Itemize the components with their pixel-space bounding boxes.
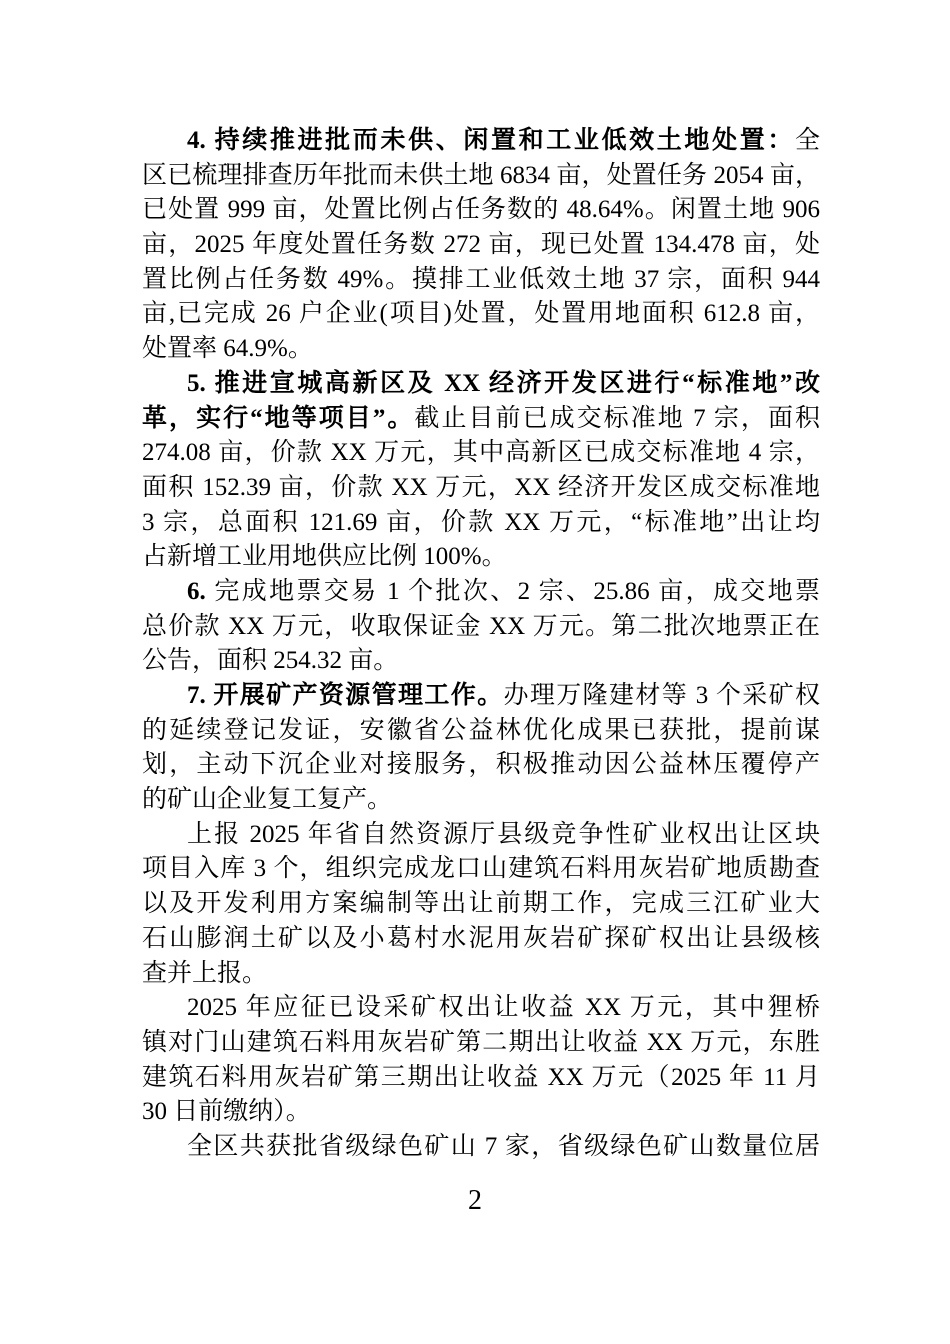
bold-run: 7. 开展矿产资源管理工作。: [187, 682, 504, 709]
text-run: 3 宗，总面积 121.69 亩，价款 XX 万元，“标准地”出让均: [142, 508, 820, 536]
text-run: 亩,已完成 26 户企业(项目)处置，处置用地面积 612.8 亩，: [142, 300, 820, 328]
text-run: 区已梳理排查历年批而未供土地 6834 亩，处置任务 2054 亩，: [142, 161, 820, 189]
text-run: 建筑石料用灰岩矿第三期出让收益 XX 万元（2025 年 11 月: [142, 1063, 820, 1091]
paragraph: [142, 367, 820, 575]
text-line: [142, 748, 820, 783]
text-run: 全区共获批省级绿色矿山 7 家，省级绿色矿山数量位居: [187, 1132, 820, 1160]
paragraph: [142, 575, 820, 679]
text-line: [142, 297, 820, 332]
text-line: [142, 1095, 820, 1130]
text-line: [142, 957, 820, 992]
text-run: 公告，面积 254.32 亩。: [142, 647, 399, 675]
text-run: 30 日前缴纳）。: [142, 1098, 311, 1126]
text-line: [142, 436, 820, 471]
text-line: [142, 1026, 820, 1061]
paragraph: [142, 679, 820, 818]
text-run: 274.08 亩，价款 XX 万元，其中高新区已成交标准地 4 宗，: [142, 439, 820, 467]
text-run: 置比例占任务数 49%。摸排工业低效土地 37 宗，面积 944: [142, 265, 820, 293]
text-line: [142, 332, 820, 367]
text-line: [142, 1130, 820, 1165]
bold-run: 6.: [187, 577, 215, 605]
text-run: 亩，2025 年度处置任务数 272 亩，现已处置 134.478 亩，处: [142, 231, 820, 259]
text-run: 石山膨润土矿以及小葛村水泥用灰岩矿探矿权出让县级核: [142, 924, 820, 952]
text-line: [142, 922, 820, 957]
text-run: 办理万隆建材等 3 个采矿权: [503, 682, 820, 709]
text-line: [142, 575, 820, 610]
document-body: [142, 124, 820, 1165]
bold-run: 5. 推进宣城高新区及 XX 经济开发区进行“标准地”改: [187, 369, 820, 397]
text-run: 的矿山企业复工复产。: [142, 786, 393, 814]
text-run: 的延续登记发证，安徽省公益林优化成果已获批，提前谋: [142, 716, 820, 744]
text-line: [142, 818, 820, 853]
text-run: 已处置 999 亩，处置比例占任务数的 48.64%。闲置土地 906: [142, 196, 820, 224]
page-number: 2: [468, 1185, 482, 1216]
text-line: [142, 679, 820, 714]
text-run: 以及开发利用方案编制等出让前期工作，完成三江矿业大: [142, 890, 820, 918]
text-line: [142, 610, 820, 645]
text-line: [142, 506, 820, 541]
text-run: 查并上报。: [142, 959, 268, 987]
text-run: 2025 年应征已设采矿权出让收益 XX 万元，其中狸桥: [187, 994, 820, 1022]
paragraph: [142, 1130, 820, 1165]
text-run: 总价款 XX 万元，收取保证金 XX 万元。第二批次地票正在: [142, 612, 820, 640]
text-line: [142, 193, 820, 228]
text-line: [142, 714, 820, 749]
text-line: [142, 540, 820, 575]
bold-run: 4. 持续推进批而未供、闲置和工业低效土地处置：: [187, 127, 795, 154]
text-line: [142, 783, 820, 818]
text-line: [142, 644, 820, 679]
paragraph: [142, 818, 820, 991]
text-line: [142, 991, 820, 1026]
text-run: 镇对门山建筑石料用灰岩矿第二期出让收益 XX 万元，东胜: [142, 1028, 820, 1056]
text-line: [142, 1061, 820, 1096]
text-line: [142, 887, 820, 922]
text-run: 截止目前已成交标准地 7 宗，面积: [414, 404, 820, 432]
text-run: 全: [794, 127, 820, 154]
text-line: [142, 471, 820, 506]
text-run: 完成地票交易 1 个批次、2 宗、25.86 亩，成交地票: [214, 577, 820, 605]
bold-run: 革，实行“地等项目”。: [142, 404, 415, 432]
text-line: [142, 228, 820, 263]
text-line: [142, 159, 820, 194]
text-line: [142, 852, 820, 887]
text-run: 划，主动下沉企业对接服务，积极推动因公益林压覆停产: [142, 751, 820, 779]
text-run: 处置率 64.9%。: [142, 335, 313, 363]
paragraph: [142, 124, 820, 367]
paragraph: [142, 991, 820, 1130]
text-run: 上报 2025 年省自然资源厅县级竞争性矿业权出让区块: [187, 820, 820, 848]
text-line: [142, 367, 820, 402]
text-line: [142, 402, 820, 437]
text-run: 面积 152.39 亩，价款 XX 万元，XX 经济开发区成交标准地: [142, 473, 820, 501]
text-run: 项目入库 3 个，组织完成龙口山建筑石料用灰岩矿地质勘查: [142, 855, 820, 883]
text-run: 占新增工业用地供应比例 100%。: [142, 543, 507, 571]
text-line: [142, 124, 820, 159]
text-line: [142, 263, 820, 298]
